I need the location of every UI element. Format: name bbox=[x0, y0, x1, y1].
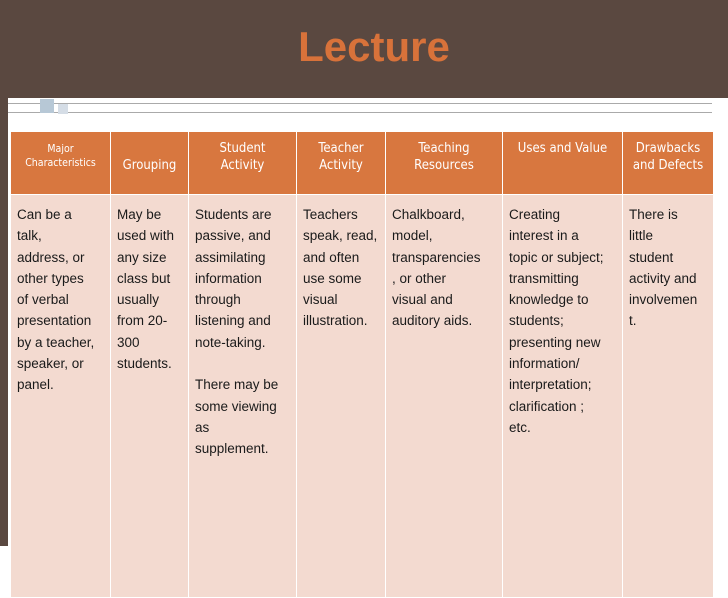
cell-text-line: address, or bbox=[17, 249, 85, 265]
header-major-characteristics: Major Characteristics bbox=[11, 132, 111, 195]
cell-text-line: usually bbox=[117, 292, 160, 308]
cell-text-line: other types bbox=[17, 270, 84, 286]
cell-uses-and-value bbox=[503, 195, 623, 598]
cell-text-line: speak, read, bbox=[303, 228, 378, 244]
lecture-table bbox=[10, 131, 714, 598]
cell-text-line: Creating bbox=[509, 207, 561, 222]
header-teaching-resources: Teaching Resources bbox=[386, 132, 503, 195]
cell-text-line: panel. bbox=[17, 377, 54, 393]
divider bbox=[0, 98, 728, 118]
cell-text-line: as bbox=[195, 419, 210, 435]
cell-text-line: clarification ; bbox=[509, 398, 585, 414]
cell-text-line: from 20- bbox=[117, 313, 168, 329]
cell-text-line: illustration. bbox=[303, 313, 368, 329]
cell-teaching-resources bbox=[386, 195, 503, 598]
cell-text-line: involvemen bbox=[629, 292, 698, 308]
cell-text-line: presenting new bbox=[509, 334, 601, 350]
cell-text-line: presentation bbox=[17, 313, 92, 329]
cell-text-line: auditory aids. bbox=[392, 313, 473, 329]
cell-text-line: through bbox=[195, 292, 241, 308]
cell-text-line: supplement. bbox=[195, 441, 269, 457]
cell-text-line: note-taking. bbox=[195, 334, 266, 350]
cell-text-line: visual bbox=[303, 292, 338, 308]
cell-text-line: by a teacher, bbox=[17, 334, 95, 350]
header-uses-and-value: Uses and Value bbox=[503, 132, 623, 195]
cell-text-line: of verbal bbox=[17, 292, 69, 308]
decorative-square-small bbox=[58, 104, 68, 114]
cell-text-line: transmitting bbox=[509, 270, 579, 286]
cell-text-line: class but bbox=[117, 270, 171, 286]
cell-text-line: Teachers bbox=[303, 207, 358, 222]
cell-text-line: May be bbox=[117, 207, 162, 222]
cell-text-line: some viewing bbox=[195, 398, 277, 414]
cell-text-line: students. bbox=[117, 356, 172, 372]
cell-text-line: interest in a bbox=[509, 228, 579, 244]
header-student-activity: Student Activity bbox=[189, 132, 297, 195]
cell-text-line: little bbox=[629, 228, 654, 244]
cell-text-line: listening and bbox=[195, 313, 271, 329]
cell-text-line: Students are bbox=[195, 207, 272, 222]
cell-text-line: student bbox=[629, 249, 674, 265]
cell-text-line: Can be a bbox=[17, 207, 72, 222]
cell-grouping bbox=[111, 195, 189, 598]
cell-text-line: visual and bbox=[392, 292, 453, 308]
cell-text-line: students; bbox=[509, 313, 564, 329]
header-teacher-activity: Teacher Activity bbox=[297, 132, 386, 195]
cell-text-line: use some bbox=[303, 270, 362, 286]
cell-text-line: assimilating bbox=[195, 249, 266, 265]
cell-text-line: 300 bbox=[117, 334, 140, 350]
header-grouping: Grouping bbox=[111, 132, 189, 195]
cell-text-line: etc. bbox=[509, 419, 531, 435]
cell-text-line: , or other bbox=[392, 270, 447, 286]
cell-text-line: used with bbox=[117, 228, 175, 244]
cell-text-line: information bbox=[195, 270, 262, 286]
cell-text-line: model, bbox=[392, 228, 433, 244]
cell-text-line: interpretation; bbox=[509, 377, 592, 393]
cell-text-line: information/ bbox=[509, 356, 580, 372]
cell-text-line: and often bbox=[303, 249, 360, 265]
cell-drawbacks-and-defects bbox=[623, 195, 714, 598]
cell-text-line: There is bbox=[629, 207, 678, 222]
cell-text-line: speaker, or bbox=[17, 356, 84, 372]
cell-text-line: knowledge to bbox=[509, 292, 589, 308]
cell-text-line: activity and bbox=[629, 270, 697, 286]
cell-text-line: transparencies bbox=[392, 249, 481, 265]
cell-text-line: There may be bbox=[195, 377, 279, 393]
table-row bbox=[11, 195, 714, 598]
cell-text-line: topic or subject; bbox=[509, 249, 604, 265]
left-accent-bar bbox=[0, 98, 8, 546]
cell-text-line: any size bbox=[117, 249, 167, 265]
cell-text-line: Chalkboard, bbox=[392, 207, 465, 222]
header-row bbox=[11, 132, 714, 195]
cell-text-line: passive, and bbox=[195, 228, 271, 244]
cell-teacher-activity bbox=[297, 195, 386, 598]
slide-title: Lecture bbox=[298, 23, 450, 70]
cell-text-line bbox=[195, 353, 291, 374]
cell-major-characteristics bbox=[11, 195, 111, 598]
header-drawbacks-and-defects: Drawbacks and Defects bbox=[623, 132, 714, 195]
cell-text-line: talk, bbox=[17, 228, 42, 244]
cell-text-line: t. bbox=[629, 313, 637, 329]
cell-student-activity bbox=[189, 195, 297, 598]
decorative-square bbox=[40, 99, 54, 113]
